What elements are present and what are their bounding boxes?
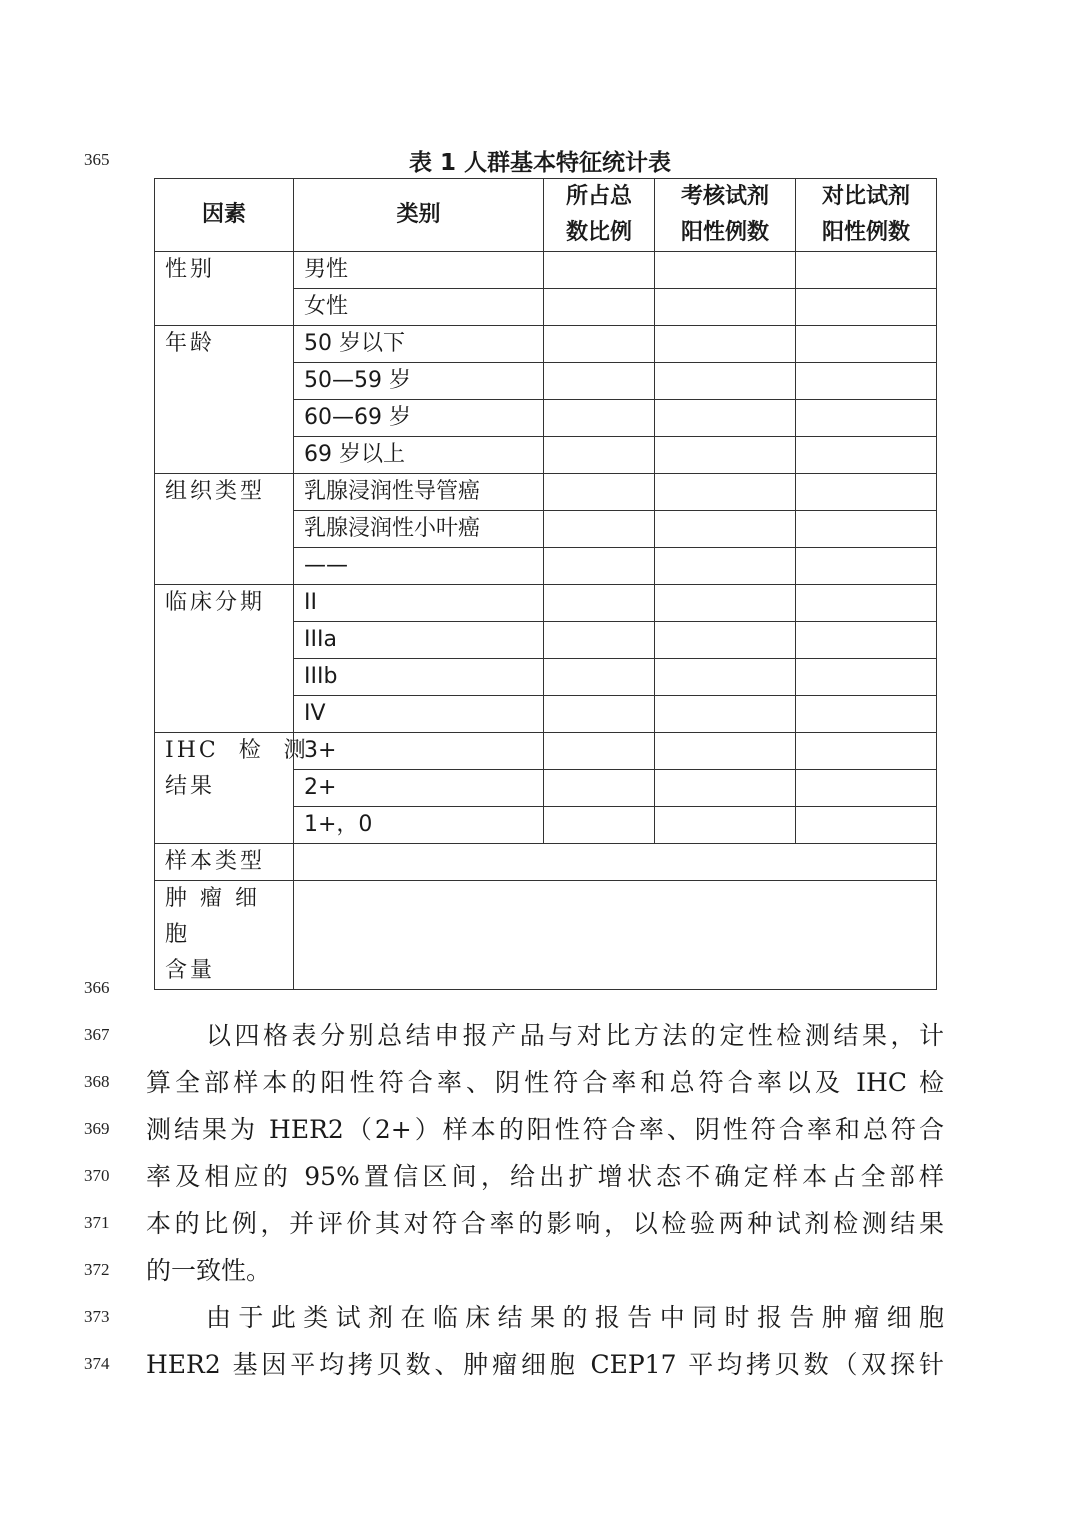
merged-value-cell bbox=[294, 844, 937, 881]
value-cell bbox=[655, 474, 796, 511]
header-proportion: 所占总 数比例 bbox=[544, 179, 655, 252]
value-cell bbox=[796, 770, 937, 807]
value-cell bbox=[655, 400, 796, 437]
category-cell: 男性 bbox=[294, 252, 544, 289]
factor-cell: 肿 瘤 细 胞 含量 bbox=[155, 881, 294, 990]
paragraph-line: 本的比例，并评价其对符合率的影响，以检验两种试剂检测结果 bbox=[146, 1209, 944, 1238]
value-cell bbox=[796, 696, 937, 733]
value-cell bbox=[655, 252, 796, 289]
paragraph-line: 由于此类试剂在临床结果的报告中同时报告肿瘤细胞 bbox=[206, 1303, 944, 1332]
factor-cell: 临床分期 bbox=[155, 585, 294, 733]
line-number: 369 bbox=[84, 1119, 110, 1138]
value-cell bbox=[655, 363, 796, 400]
value-cell bbox=[544, 659, 655, 696]
table-row bbox=[155, 326, 937, 363]
value-cell bbox=[544, 289, 655, 326]
statistics-table bbox=[154, 178, 937, 990]
value-cell bbox=[655, 659, 796, 696]
header-category: 类别 bbox=[294, 179, 544, 252]
factor-cell: 年龄 bbox=[155, 326, 294, 474]
line-number: 367 bbox=[84, 1025, 110, 1044]
factor-cell: 性别 bbox=[155, 252, 294, 326]
value-cell bbox=[655, 807, 796, 844]
line-number: 371 bbox=[84, 1213, 110, 1232]
line-number: 370 bbox=[84, 1166, 110, 1185]
value-cell bbox=[544, 585, 655, 622]
value-cell bbox=[796, 289, 937, 326]
line-number: 365 bbox=[84, 150, 110, 169]
value-cell bbox=[796, 807, 937, 844]
category-cell: 50 岁以下 bbox=[294, 326, 544, 363]
paragraph-line: 算全部样本的阳性符合率、阴性符合率和总符合率以及 IHC 检 bbox=[146, 1068, 944, 1097]
value-cell bbox=[544, 326, 655, 363]
value-cell bbox=[544, 437, 655, 474]
category-cell: 60—69 岁 bbox=[294, 400, 544, 437]
value-cell bbox=[796, 437, 937, 474]
category-cell: 69 岁以上 bbox=[294, 437, 544, 474]
value-cell bbox=[544, 474, 655, 511]
factor-cell: IHC 检 测 结果 bbox=[155, 733, 294, 844]
value-cell bbox=[796, 474, 937, 511]
value-cell bbox=[796, 622, 937, 659]
value-cell bbox=[796, 733, 937, 770]
line-number: 373 bbox=[84, 1307, 110, 1326]
line-number: 374 bbox=[84, 1354, 110, 1373]
line-number: 372 bbox=[84, 1260, 110, 1279]
paragraph-line: 测结果为 HER2（2+）样本的阳性符合率、阴性符合率和总符合 bbox=[146, 1115, 944, 1144]
paragraph-line: HER2 基因平均拷贝数、肿瘤细胞 CEP17 平均拷贝数（双探针 bbox=[146, 1350, 944, 1379]
value-cell bbox=[544, 400, 655, 437]
table-row bbox=[155, 733, 937, 770]
value-cell bbox=[544, 622, 655, 659]
table-row bbox=[155, 844, 937, 881]
value-cell bbox=[796, 548, 937, 585]
line-number: 366 bbox=[84, 978, 110, 997]
category-cell: IV bbox=[294, 696, 544, 733]
value-cell bbox=[544, 807, 655, 844]
category-cell: 50—59 岁 bbox=[294, 363, 544, 400]
table-row bbox=[155, 474, 937, 511]
paragraph-line: 率及相应的 95%置信区间，给出扩增状态不确定样本占全部样 bbox=[146, 1162, 944, 1191]
body-paragraph bbox=[146, 1012, 944, 1294]
value-cell bbox=[655, 326, 796, 363]
value-cell bbox=[655, 437, 796, 474]
value-cell bbox=[544, 770, 655, 807]
header-factor: 因素 bbox=[155, 179, 294, 252]
value-cell bbox=[655, 770, 796, 807]
value-cell bbox=[655, 733, 796, 770]
table-row bbox=[155, 585, 937, 622]
category-cell: 1+，0 bbox=[294, 807, 544, 844]
header-control-positive: 对比试剂 阳性例数 bbox=[796, 179, 937, 252]
value-cell bbox=[655, 511, 796, 548]
value-cell bbox=[655, 696, 796, 733]
value-cell bbox=[796, 363, 937, 400]
merged-value-cell bbox=[294, 881, 937, 990]
table-caption: 表 1 人群基本特征统计表 bbox=[408, 150, 672, 176]
value-cell bbox=[796, 252, 937, 289]
value-cell bbox=[544, 511, 655, 548]
category-cell: 女性 bbox=[294, 289, 544, 326]
value-cell bbox=[544, 363, 655, 400]
category-cell: IIIa bbox=[294, 622, 544, 659]
paragraph-line: 的一致性。 bbox=[146, 1256, 272, 1285]
category-cell: —— bbox=[294, 548, 544, 585]
value-cell bbox=[544, 696, 655, 733]
paragraph-line: 以四格表分别总结申报产品与对比方法的定性检测结果，计 bbox=[206, 1021, 944, 1050]
category-cell: 乳腺浸润性小叶癌 bbox=[294, 511, 544, 548]
value-cell bbox=[796, 400, 937, 437]
header-test-positive: 考核试剂 阳性例数 bbox=[655, 179, 796, 252]
category-cell: 2+ bbox=[294, 770, 544, 807]
value-cell bbox=[655, 289, 796, 326]
value-cell bbox=[655, 585, 796, 622]
table-header-row bbox=[155, 179, 937, 252]
value-cell bbox=[655, 622, 796, 659]
value-cell bbox=[544, 548, 655, 585]
category-cell: IIIb bbox=[294, 659, 544, 696]
value-cell bbox=[655, 548, 796, 585]
value-cell bbox=[796, 511, 937, 548]
factor-cell: 组织类型 bbox=[155, 474, 294, 585]
factor-cell: 样本类型 bbox=[155, 844, 294, 881]
line-number: 368 bbox=[84, 1072, 110, 1091]
value-cell bbox=[796, 326, 937, 363]
category-cell: 乳腺浸润性导管癌 bbox=[294, 474, 544, 511]
value-cell bbox=[544, 252, 655, 289]
value-cell bbox=[796, 659, 937, 696]
value-cell bbox=[796, 585, 937, 622]
table-row bbox=[155, 252, 937, 289]
category-cell: 3+ bbox=[294, 733, 544, 770]
category-cell: II bbox=[294, 585, 544, 622]
body-paragraph bbox=[146, 1294, 944, 1388]
table-row bbox=[155, 881, 937, 990]
value-cell bbox=[544, 733, 655, 770]
